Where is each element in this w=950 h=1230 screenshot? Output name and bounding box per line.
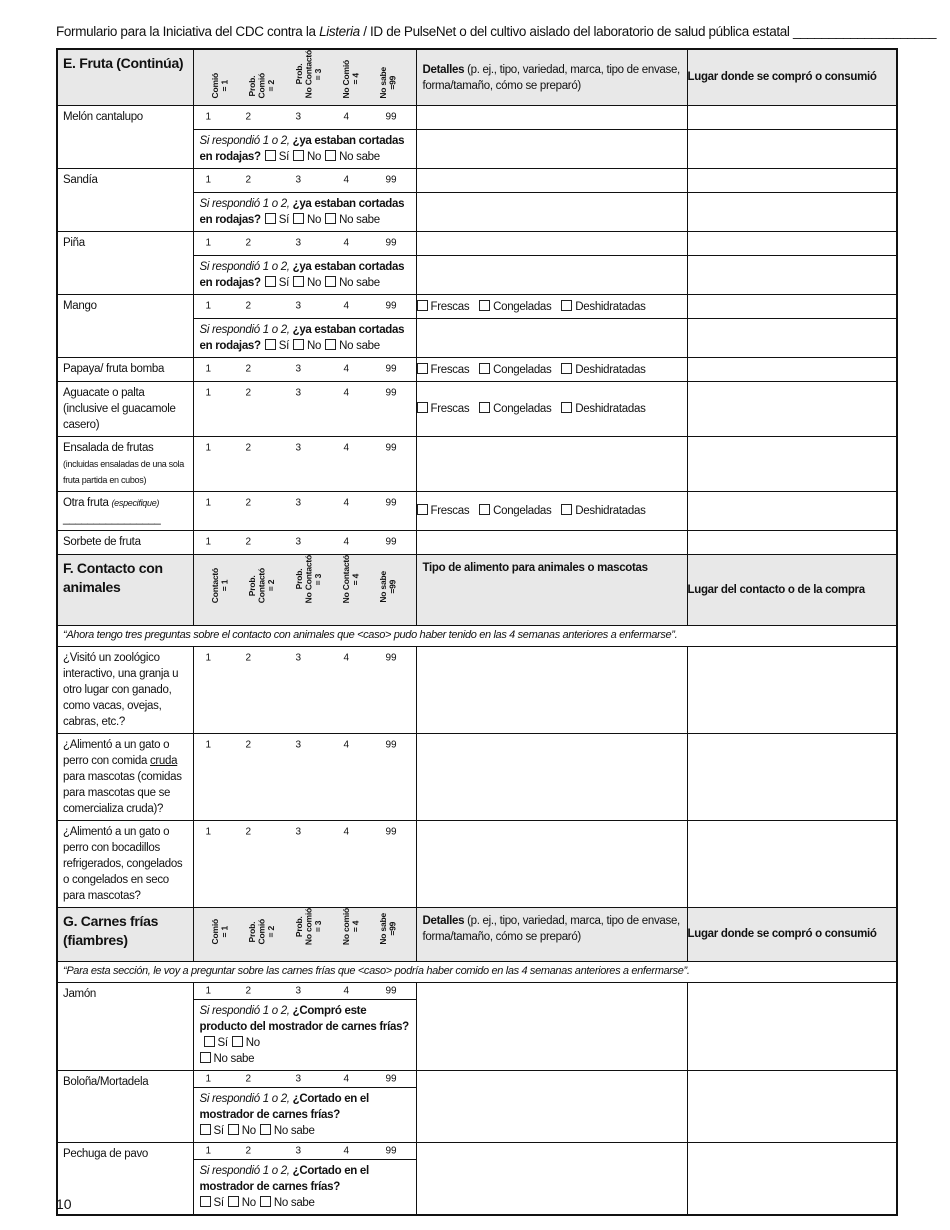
code-option-0[interactable]: 1 <box>205 1145 212 1156</box>
code-head: No sabe =99 <box>378 571 398 603</box>
checkbox-label: No <box>307 150 322 163</box>
code-head: Comió = 1 <box>209 919 230 945</box>
item-ensalada: Ensalada de frutas (incluidas ensaladas de una sola fruta partida en cubos) <box>63 441 184 485</box>
code-option-2[interactable]: 3 <box>295 536 302 547</box>
checkbox-label: No <box>307 276 322 289</box>
checkbox-nosabe[interactable] <box>200 1052 211 1063</box>
place-cell[interactable] <box>687 129 897 168</box>
code-option-0[interactable]: 1 <box>205 174 212 185</box>
section-g-header <box>57 907 897 961</box>
code-option-2[interactable]: 3 <box>295 1145 302 1156</box>
code-option-3[interactable]: 4 <box>343 739 350 750</box>
checkbox-label: Sí <box>278 150 290 163</box>
checkbox-nosabe[interactable] <box>325 213 336 224</box>
code-option-0[interactable]: 1 <box>205 442 212 453</box>
checkbox-si[interactable] <box>265 150 276 161</box>
code-option-0[interactable]: 1 <box>205 111 212 122</box>
code-option-1[interactable]: 2 <box>245 111 252 122</box>
place-cell[interactable] <box>687 105 897 129</box>
code-option-1[interactable]: 2 <box>245 497 252 508</box>
checkbox-no[interactable] <box>228 1196 239 1207</box>
code-option-4[interactable]: 99 <box>385 652 397 663</box>
checkbox-nosabe[interactable] <box>325 276 336 287</box>
checkbox-no[interactable] <box>293 150 304 161</box>
code-option-3[interactable]: 4 <box>343 111 350 122</box>
checkbox-frescas[interactable] <box>417 402 428 413</box>
code-head: Prob. Comió = 2 <box>247 919 277 945</box>
question-pet-treats: ¿Alimentó a un gato o perro con bocadillos refrigerados, congelados o congelados en seco para mascotas? <box>63 825 183 902</box>
code-option-0[interactable]: 1 <box>205 985 212 996</box>
code-option-3[interactable]: 4 <box>343 985 350 996</box>
code-option-2[interactable]: 3 <box>295 652 302 663</box>
place-cell[interactable] <box>687 192 897 231</box>
code-head: No sabe =99 <box>378 912 398 945</box>
code-option-0[interactable]: 1 <box>205 300 212 311</box>
details-header: Detalles (p. ej., tipo, variedad, marca, tipo de envase, forma/tamaño, cómo se preparó) <box>422 914 680 943</box>
form-header: Formulario para la Iniciativa del CDC contra la Listeria / ID de PulseNet o del cultivo aislado del laboratorio de salud pública estatal ____________________ <box>56 24 937 39</box>
code-option-1[interactable]: 2 <box>245 652 252 663</box>
section-g-codes-head <box>194 908 416 945</box>
code-option-3[interactable]: 4 <box>343 387 350 398</box>
checkbox-congeladas[interactable] <box>479 363 490 374</box>
checkbox-label: Deshidratadas <box>575 505 646 517</box>
place-cell[interactable] <box>687 231 897 255</box>
checkbox-frescas[interactable] <box>417 300 428 311</box>
code-head: No comió = 4 <box>340 907 361 945</box>
details-cell[interactable] <box>416 1142 687 1215</box>
code-option-2[interactable]: 3 <box>295 1073 302 1084</box>
details-cell[interactable] <box>416 530 687 554</box>
place-cell[interactable] <box>687 436 897 491</box>
code-options[interactable] <box>193 231 416 255</box>
code-option-2[interactable]: 3 <box>295 387 302 398</box>
item-aguacate: Aguacate o palta (inclusive el guacamole casero) <box>63 386 176 431</box>
place-cell[interactable] <box>687 168 897 192</box>
checkbox-label: Congeladas <box>493 403 552 415</box>
details-cell[interactable] <box>416 982 687 1070</box>
code-options[interactable] <box>193 820 416 907</box>
code-option-4[interactable]: 99 <box>385 497 397 508</box>
code-option-4[interactable]: 99 <box>385 1145 397 1156</box>
section-g-title: G. Carnes frías (fiambres) <box>63 912 159 948</box>
details-cell[interactable] <box>416 129 687 168</box>
checkbox-label: Sí <box>278 339 290 352</box>
checkbox-si[interactable] <box>200 1124 211 1135</box>
details-cell[interactable] <box>416 436 687 491</box>
checkbox-deshidratadas[interactable] <box>561 363 572 374</box>
details-cell[interactable] <box>416 318 687 357</box>
place-cell[interactable] <box>687 381 897 436</box>
form-options[interactable]: Frescas Congeladas Deshidratadas <box>416 381 687 436</box>
item-otra-fruta: Otra fruta (especifique) ________________ <box>63 496 161 525</box>
code-option-2[interactable]: 3 <box>295 826 302 837</box>
checkbox-label: Sí <box>278 213 290 226</box>
code-option-1[interactable]: 2 <box>245 174 252 185</box>
code-option-0[interactable]: 1 <box>205 497 212 508</box>
code-option-4[interactable]: 99 <box>385 387 397 398</box>
code-option-1[interactable]: 2 <box>245 387 252 398</box>
code-option-4[interactable]: 99 <box>385 174 397 185</box>
checkbox-si[interactable] <box>265 339 276 350</box>
code-option-0[interactable]: 1 <box>205 536 212 547</box>
question-zoo: ¿Visitó un zoológico interactivo, una granja u otro lugar con ganado, como vacas, ovejas, cabras, etc.? <box>63 651 179 728</box>
code-option-0[interactable]: 1 <box>205 363 212 374</box>
details-cell[interactable] <box>416 820 687 907</box>
cut-question: Si respondió 1 o 2, ¿ya estaban cortadas en rodajas? Sí No No sabe <box>193 192 416 231</box>
section-f-codes-head <box>194 555 416 609</box>
code-option-0[interactable]: 1 <box>205 1073 212 1084</box>
food-history-form <box>56 48 898 1216</box>
code-option-1[interactable]: 2 <box>245 442 252 453</box>
code-options[interactable] <box>193 168 416 192</box>
checkbox-label: Congeladas <box>493 363 552 376</box>
code-option-3[interactable]: 4 <box>343 363 350 374</box>
code-head: Prob. No comió = 3 <box>293 907 323 945</box>
code-option-4[interactable]: 99 <box>385 237 397 248</box>
place-cell[interactable] <box>687 646 897 733</box>
place-cell[interactable] <box>687 255 897 294</box>
code-head: No sabe =99 <box>378 66 398 99</box>
code-head: Prob. Contactó = 2 <box>247 567 277 603</box>
details-cell[interactable] <box>416 192 687 231</box>
code-option-3[interactable]: 4 <box>343 1073 350 1084</box>
item-sorbete: Sorbete de fruta <box>63 535 141 548</box>
code-option-1[interactable]: 2 <box>245 1073 252 1084</box>
code-option-4[interactable]: 99 <box>385 826 397 837</box>
checkbox-label: No <box>241 1196 256 1209</box>
checkbox-deshidratadas[interactable] <box>561 402 572 413</box>
code-option-1[interactable]: 2 <box>245 739 252 750</box>
code-option-1[interactable]: 2 <box>245 1145 252 1156</box>
code-options[interactable] <box>193 491 416 530</box>
checkbox-label: Deshidratadas <box>575 403 646 415</box>
checkbox-label: No <box>307 213 322 226</box>
code-option-1[interactable]: 2 <box>245 826 252 837</box>
checkbox-nosabe[interactable] <box>325 150 336 161</box>
code-option-3[interactable]: 4 <box>343 300 350 311</box>
form-options[interactable]: Frescas Congeladas Deshidratadas <box>416 491 687 530</box>
details-header: Detalles (p. ej., tipo, variedad, marca, tipo de envase, forma/tamaño, cómo se preparó) <box>422 64 680 92</box>
place-cell[interactable] <box>687 357 897 381</box>
place-cell[interactable] <box>687 982 897 1070</box>
place-cell[interactable] <box>687 530 897 554</box>
place-cell[interactable] <box>687 491 897 530</box>
code-option-2[interactable]: 3 <box>295 363 302 374</box>
code-option-1[interactable]: 2 <box>245 237 252 248</box>
code-head: Prob. No Contactó = 3 <box>293 554 323 603</box>
code-option-2[interactable]: 3 <box>295 442 302 453</box>
code-option-3[interactable]: 4 <box>343 652 350 663</box>
code-option-0[interactable]: 1 <box>205 652 212 663</box>
code-option-4[interactable]: 99 <box>385 111 397 122</box>
checkbox-frescas[interactable] <box>417 363 428 374</box>
code-options[interactable] <box>193 982 416 999</box>
checkbox-no[interactable] <box>228 1124 239 1135</box>
cut-question: Si respondió 1 o 2, ¿ya estaban cortadas en rodajas? Sí No No sabe <box>193 318 416 357</box>
place-cell[interactable] <box>687 1070 897 1142</box>
code-head: Prob. No Contactó = 3 <box>293 50 323 99</box>
code-head: Prob. Comió = 2 <box>247 72 277 99</box>
item-pina: Piña <box>63 236 85 249</box>
code-options[interactable] <box>193 105 416 129</box>
details-cell[interactable] <box>416 646 687 733</box>
section-g-intro: “Para esta sección, le voy a preguntar sobre las carnes frías que <caso> podría haber comido en las 4 semanas anteriores a enfermarse”. <box>57 961 897 982</box>
code-head: Comió = 1 <box>209 72 230 99</box>
checkbox-nosabe[interactable] <box>260 1124 271 1135</box>
place-cell[interactable] <box>687 294 897 318</box>
checkbox-label: No sabe <box>339 276 380 289</box>
checkbox-no[interactable] <box>293 276 304 287</box>
code-option-3[interactable]: 4 <box>343 497 350 508</box>
item-bolona: Boloña/Mortadela <box>63 1075 149 1088</box>
section-e-codes-head <box>194 50 416 98</box>
place-header: Lugar donde se compró o consumió <box>687 907 897 961</box>
counter-question: Si respondió 1 o 2, ¿Compró este producto del mostrador de carnes frías?Sí No No sabe <box>193 999 416 1070</box>
code-option-2[interactable]: 3 <box>295 985 302 996</box>
code-head: No Comió = 4 <box>340 59 361 99</box>
item-papaya: Papaya/ fruta bomba <box>63 362 165 375</box>
code-options[interactable] <box>193 646 416 733</box>
section-e-title: E. Fruta (Continúa) <box>63 55 184 71</box>
item-sandia: Sandía <box>63 173 98 186</box>
code-option-3[interactable]: 4 <box>343 174 350 185</box>
checkbox-label: Deshidratadas <box>575 300 646 313</box>
code-option-4[interactable]: 99 <box>385 985 397 996</box>
code-option-1[interactable]: 2 <box>245 536 252 547</box>
checkbox-deshidratadas[interactable] <box>561 300 572 311</box>
code-option-3[interactable]: 4 <box>343 826 350 837</box>
checkbox-label: No <box>241 1124 256 1137</box>
section-f-intro: “Ahora tengo tres preguntas sobre el contacto con animales que <caso> pudo haber tenido en las 4 semanas anteriores a enfermarse”. <box>57 625 897 646</box>
code-option-3[interactable]: 4 <box>343 237 350 248</box>
details-cell[interactable] <box>416 1070 687 1142</box>
place-cell[interactable] <box>687 318 897 357</box>
code-option-0[interactable]: 1 <box>205 387 212 398</box>
code-option-3[interactable]: 4 <box>343 1145 350 1156</box>
code-option-0[interactable]: 1 <box>205 826 212 837</box>
code-option-4[interactable]: 99 <box>385 363 397 374</box>
cut-question: Si respondió 1 o 2, ¿ya estaban cortadas en rodajas? Sí No No sabe <box>193 255 416 294</box>
code-option-1[interactable]: 2 <box>245 985 252 996</box>
item-pavo: Pechuga de pavo <box>63 1147 149 1160</box>
code-option-4[interactable]: 99 <box>385 1073 397 1084</box>
form-options[interactable]: Frescas Congeladas Deshidratadas <box>416 357 687 381</box>
checkbox-si[interactable] <box>265 213 276 224</box>
code-option-3[interactable]: 4 <box>343 536 350 547</box>
checkbox-label: No sabe <box>273 1124 315 1137</box>
place-cell[interactable] <box>687 733 897 820</box>
checkbox-label: Sí <box>278 276 290 289</box>
page-number: 10 <box>56 1196 72 1212</box>
checkbox-si[interactable] <box>265 276 276 287</box>
checkbox-nosabe[interactable] <box>260 1196 271 1207</box>
code-options[interactable] <box>193 530 416 554</box>
checkbox-frescas[interactable] <box>417 504 428 515</box>
place-cell[interactable] <box>687 1142 897 1215</box>
code-option-2[interactable]: 3 <box>295 237 302 248</box>
contact-place-header: Lugar del contacto o de la compra <box>687 554 897 625</box>
checkbox-deshidratadas[interactable] <box>561 504 572 515</box>
code-option-4[interactable]: 99 <box>385 739 397 750</box>
code-options[interactable] <box>193 436 416 491</box>
section-f-title: F. Contacto con animales <box>63 559 163 595</box>
item-mango: Mango <box>63 299 97 312</box>
question-raw-pet-food: ¿Alimentó a un gato o perro con comida cruda para mascotas (comidas para mascotas que se comercializa cruda)? <box>63 738 182 815</box>
code-option-1[interactable]: 2 <box>245 363 252 374</box>
details-cell[interactable] <box>416 255 687 294</box>
cut-question: Si respondió 1 o 2, ¿ya estaban cortadas en rodajas? Sí No No sabe <box>193 129 416 168</box>
code-options[interactable] <box>193 357 416 381</box>
code-option-0[interactable]: 1 <box>205 237 212 248</box>
checkbox-label: No sabe <box>273 1196 315 1209</box>
section-e-header <box>57 49 897 105</box>
code-option-2[interactable]: 3 <box>295 174 302 185</box>
checkbox-label: No sabe <box>339 213 380 226</box>
place-cell[interactable] <box>687 820 897 907</box>
item-jamon: Jamón <box>63 987 97 1000</box>
code-head: Contactó = 1 <box>209 567 230 603</box>
code-options[interactable] <box>193 1142 416 1159</box>
checkbox-no[interactable] <box>293 213 304 224</box>
code-option-2[interactable]: 3 <box>295 111 302 122</box>
code-head: No Contactó = 4 <box>340 554 361 603</box>
sliced-question: Si respondió 1 o 2, ¿Cortado en el mostrador de carnes frías? Sí No No sabe <box>193 1087 416 1142</box>
place-header: Lugar donde se compró o consumió <box>687 49 897 105</box>
checkbox-no[interactable] <box>232 1036 243 1047</box>
details-cell[interactable] <box>416 231 687 255</box>
code-option-4[interactable]: 99 <box>385 300 397 311</box>
checkbox-label: Deshidratadas <box>575 363 646 376</box>
code-option-4[interactable]: 99 <box>385 536 397 547</box>
details-cell[interactable] <box>416 105 687 129</box>
details-cell[interactable] <box>416 168 687 192</box>
section-f-header <box>57 554 897 625</box>
checkbox-congeladas[interactable] <box>479 504 490 515</box>
code-options[interactable] <box>193 381 416 436</box>
code-options[interactable] <box>193 1070 416 1087</box>
code-option-3[interactable]: 4 <box>343 442 350 453</box>
checkbox-label: Congeladas <box>493 300 552 313</box>
code-option-2[interactable]: 3 <box>295 300 302 311</box>
animal-food-header: Tipo de alimento para animales o mascotas <box>422 561 648 574</box>
code-option-4[interactable]: 99 <box>385 442 397 453</box>
checkbox-si[interactable] <box>200 1196 211 1207</box>
code-option-0[interactable]: 1 <box>205 739 212 750</box>
checkbox-congeladas[interactable] <box>479 300 490 311</box>
details-cell[interactable] <box>416 733 687 820</box>
code-option-1[interactable]: 2 <box>245 300 252 311</box>
checkbox-nosabe[interactable] <box>325 339 336 350</box>
checkbox-no[interactable] <box>293 339 304 350</box>
checkbox-label: No sabe <box>339 150 380 163</box>
code-option-2[interactable]: 3 <box>295 739 302 750</box>
checkbox-congeladas[interactable] <box>479 402 490 413</box>
item-melon: Melón cantalupo <box>63 110 143 123</box>
checkbox-label: No <box>307 339 322 352</box>
checkbox-label: Congeladas <box>493 505 552 517</box>
code-options[interactable] <box>193 294 416 318</box>
form-options[interactable]: Frescas Congeladas Deshidratadas <box>416 294 687 318</box>
checkbox-si[interactable] <box>204 1036 215 1047</box>
code-option-2[interactable]: 3 <box>295 497 302 508</box>
code-options[interactable] <box>193 733 416 820</box>
sliced-question: Si respondió 1 o 2, ¿Cortado en el mostrador de carnes frías? Sí No No sabe <box>193 1159 416 1215</box>
checkbox-label: No sabe <box>339 339 380 352</box>
